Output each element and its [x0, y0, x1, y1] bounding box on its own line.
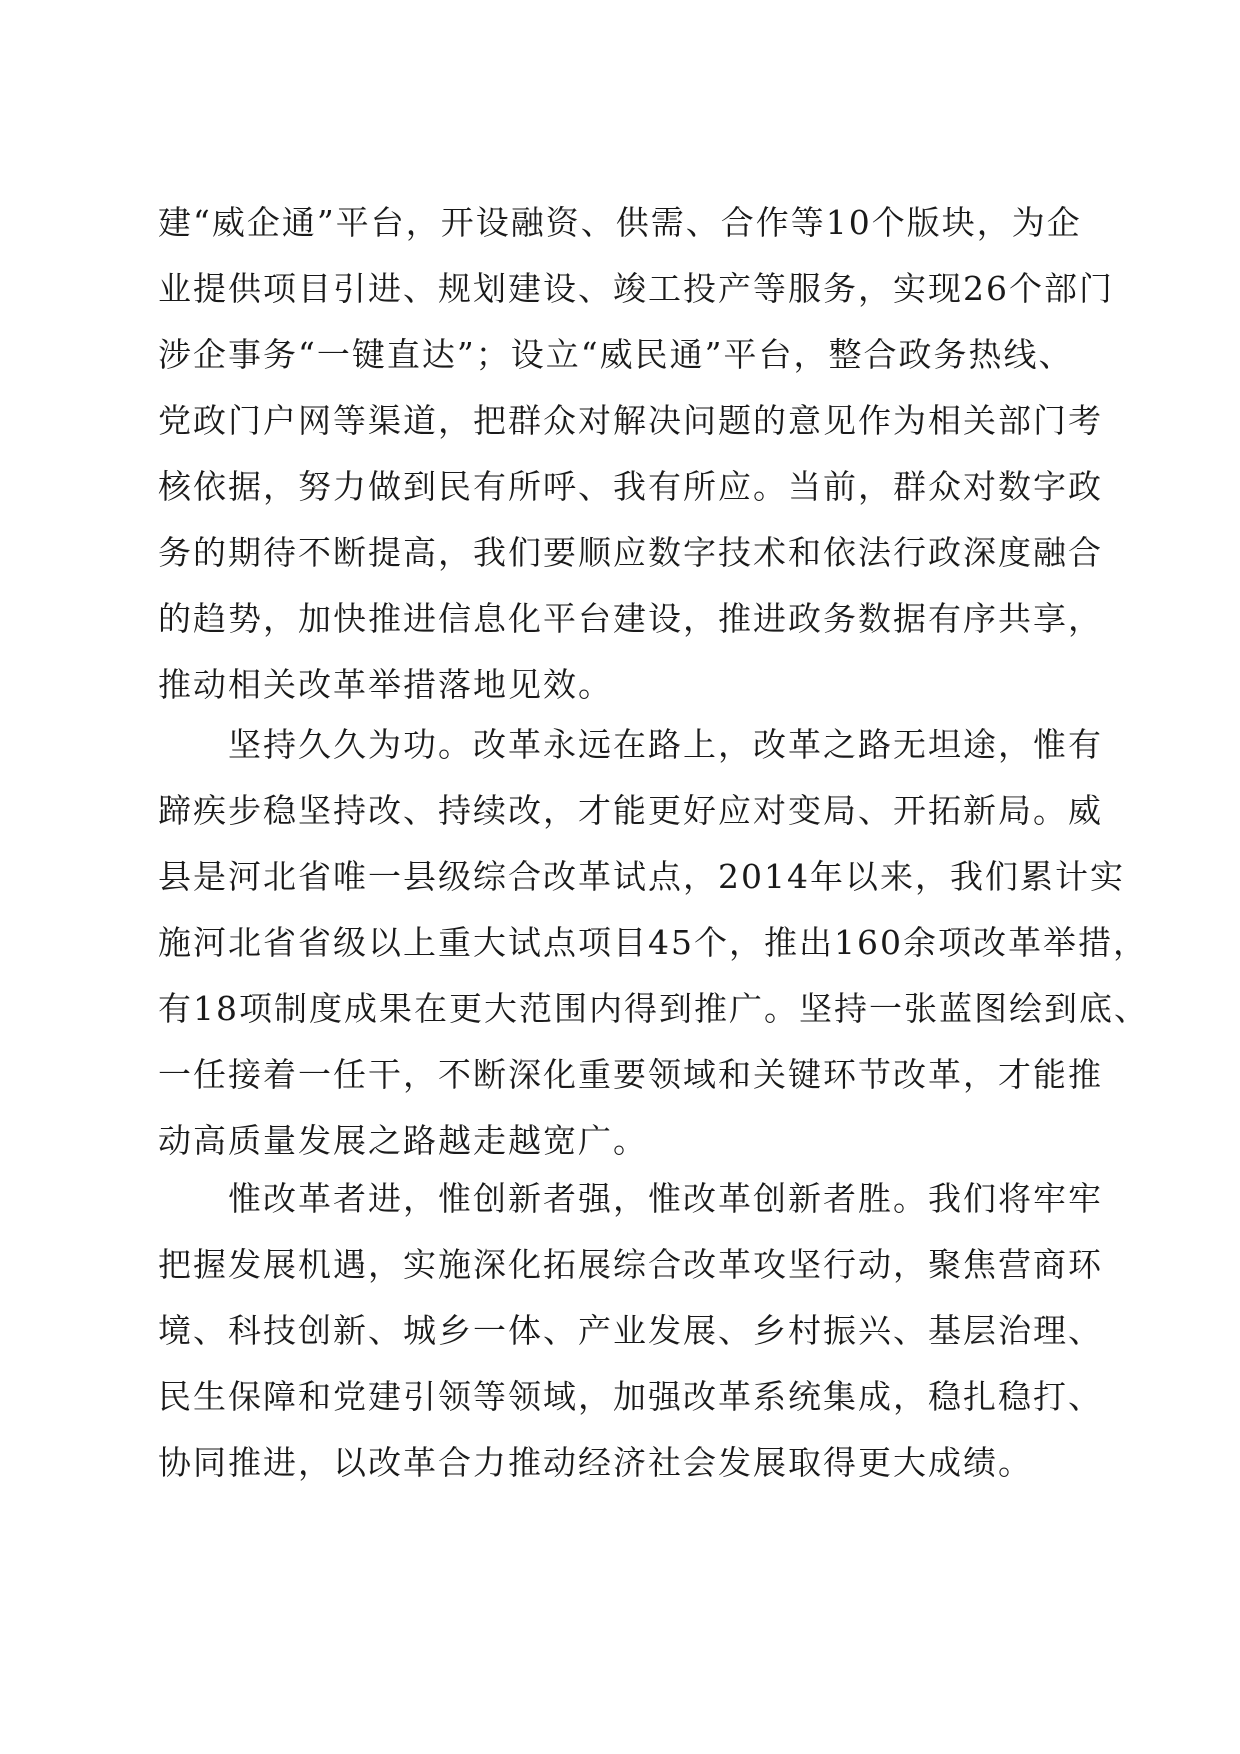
- paragraph-2: [158, 712, 1149, 1174]
- text-line: 有18项制度成果在更大范围内得到推广。坚持一张蓝图绘到底、: [158, 989, 1149, 1028]
- text-line: 一任接着一任干，不断深化重要领域和关键环节改革，才能推: [158, 1055, 1103, 1094]
- text-line: 把握发展机遇，实施深化拓展综合改革攻坚行动，聚焦营商环: [158, 1245, 1103, 1284]
- text-line: 务的期待不断提高，我们要顺应数字技术和依法行政深度融合: [158, 533, 1103, 572]
- text-line: 施河北省省级以上重大试点项目45个，推出160余项改革举措，: [158, 923, 1148, 962]
- text-line: 推动相关改革举措落地见效。: [158, 665, 613, 704]
- paragraph-1: [158, 190, 1114, 718]
- text-line: 县是河北省唯一县级综合改革试点，2014年以来，我们累计实: [158, 857, 1125, 896]
- text-line: 核依据，努力做到民有所呼、我有所应。当前，群众对数字政: [158, 467, 1103, 506]
- text-line: 民生保障和党建引领等领域，加强改革系统集成，稳扎稳打、: [158, 1377, 1103, 1416]
- text-line: 蹄疾步稳坚持改、持续改，才能更好应对变局、开拓新局。威: [158, 791, 1103, 830]
- text-line: 境、科技创新、城乡一体、产业发展、乡村振兴、基层治理、: [158, 1311, 1103, 1350]
- text-line: 惟改革者进，惟创新者强，惟改革创新者胜。我们将牢牢: [158, 1179, 1103, 1218]
- text-line: 协同推进，以改革合力推动经济社会发展取得更大成绩。: [158, 1443, 1033, 1482]
- paragraph-3: [158, 1166, 1103, 1496]
- text-line: 涉企事务“一键直达”；设立“威民通”平台，整合政务热线、: [158, 335, 1074, 374]
- text-line: 的趋势，加快推进信息化平台建设，推进政务数据有序共享，: [158, 599, 1103, 638]
- text-line: 建“威企通”平台，开设融资、供需、合作等10个版块，为企: [158, 203, 1082, 242]
- text-line: 坚持久久为功。改革永远在路上，改革之路无坦途，惟有: [158, 725, 1103, 764]
- text-line: 党政门户网等渠道，把群众对解决问题的意见作为相关部门考: [158, 401, 1103, 440]
- text-line: 业提供项目引进、规划建设、竣工投产等服务，实现26个部门: [158, 269, 1114, 308]
- text-line: 动高质量发展之路越走越宽广。: [158, 1121, 648, 1160]
